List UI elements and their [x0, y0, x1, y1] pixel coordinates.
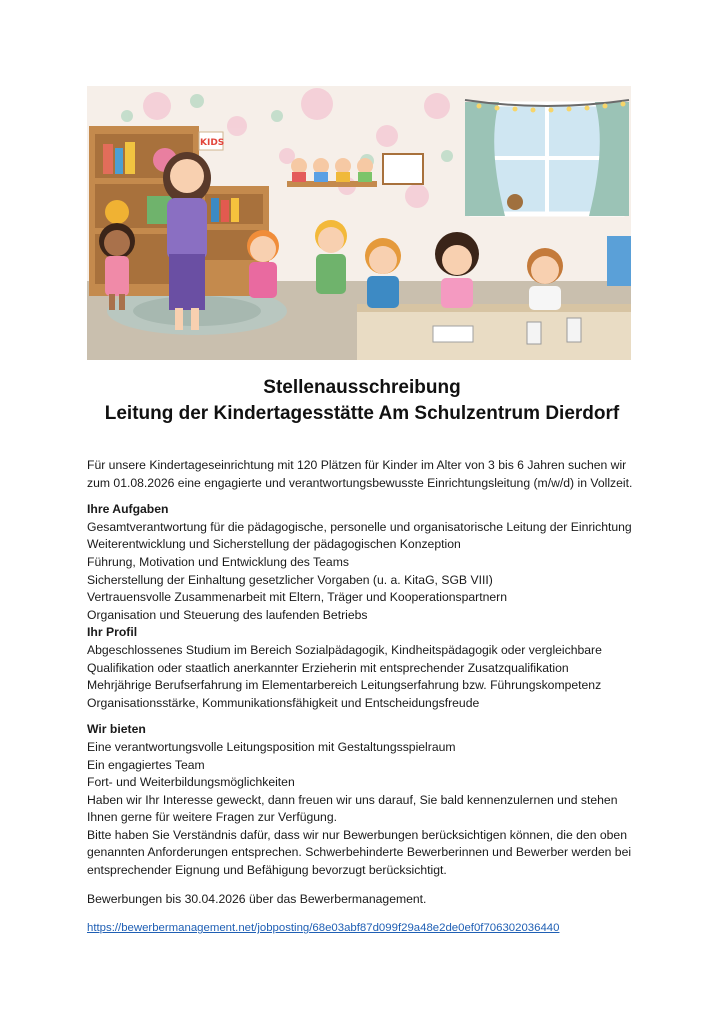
bieten-item: Fort- und Weiterbildungsmöglichkeiten: [87, 775, 295, 790]
title-line-1: Stellenausschreibung: [263, 377, 461, 398]
aufgaben-item: Vertrauensvolle Zusammenarbeit mit Eltern, Träger und Kooperationspartnern: [87, 590, 508, 605]
profil-item: Mehrjährige Berufserfahrung im Elementarbereich Leitungserfahrung bzw. Führungskompetenz: [87, 678, 602, 693]
profil-heading: Ihr Profil: [87, 625, 138, 640]
kids-sign: KIDS: [200, 138, 225, 148]
aufgaben-item: Weiterentwicklung und Sicherstellung der pädagogischen Konzeption: [87, 537, 461, 552]
bieten-heading: Wir bieten: [87, 722, 146, 737]
application-link[interactable]: https://bewerbermanagement.net/jobposting/68e03abf87d099f29a48e2de0ef0f706302036440: [87, 922, 560, 935]
aufgaben-item: Organisation und Steuerung des laufenden Betriebs: [87, 607, 368, 622]
teacher: [163, 152, 211, 330]
profil-item: Organisationsstärke, Kommunikationsfähigkeit und Entscheidungsfreude: [87, 695, 480, 710]
kindergarten-illustration: [87, 86, 631, 360]
job-description: [87, 457, 647, 938]
bieten-item: Haben wir Ihr Interesse geweckt, dann freuen wir uns darauf, Sie bald kennenzulernen und stehen Ihnen gerne für weitere Fragen zur Verfügung.: [87, 792, 618, 825]
aufgaben-item: Führung, Motivation und Entwicklung des Teams: [87, 554, 349, 569]
title-line-2: Leitung der Kindertagesstätte Am Schulzentrum Dierdorf: [104, 403, 620, 424]
bieten-item: Bitte haben Sie Verständnis dafür, dass wir nur Bewerbungen berücksichtigen können, die den oben genannten Anforderungen entsprechen. Schwerbehinderte Bewerberinnen und Bewerber werden bei entsprechender Eignung und Befähigung bevorzugt berücksichtigt.: [87, 827, 632, 878]
deadline-text: Bewerbungen bis 30.04.2026 über das Bewerbermanagement.: [87, 891, 427, 906]
bieten-item: Eine verantwortungsvolle Leitungsposition mit Gestaltungsspielraum: [87, 739, 456, 754]
page-title: [60, 375, 664, 427]
profil-item: Abgeschlossenes Studium im Bereich Sozialpädagogik, Kindheitspädagogik oder vergleichbare Qualifikation oder staatlich anerkannter Erzieherin mit entsprechender Zusatzqualifikation: [87, 642, 602, 675]
bieten-item: Ein engagiertes Team: [87, 757, 205, 772]
aufgaben-item: Gesamtverantwortung für die pädagogische, personelle und organisatorische Leitung der Einrichtung: [87, 519, 632, 534]
aufgaben-item: Sicherstellung der Einhaltung gesetzlicher Vorgaben (u. a. KitaG, SGB VIII): [87, 572, 493, 587]
aufgaben-heading: Ihre Aufgaben: [87, 502, 169, 517]
window: [465, 100, 629, 216]
intro-paragraph: Für unsere Kindertageseinrichtung mit 120 Plätzen für Kinder im Alter von 3 bis 6 Jahren suchen wir zum 01.08.2026 eine engagierte und verantwortungsbewusste Einrichtungsleitung (m/w/d) in Vollzeit.: [87, 458, 633, 490]
